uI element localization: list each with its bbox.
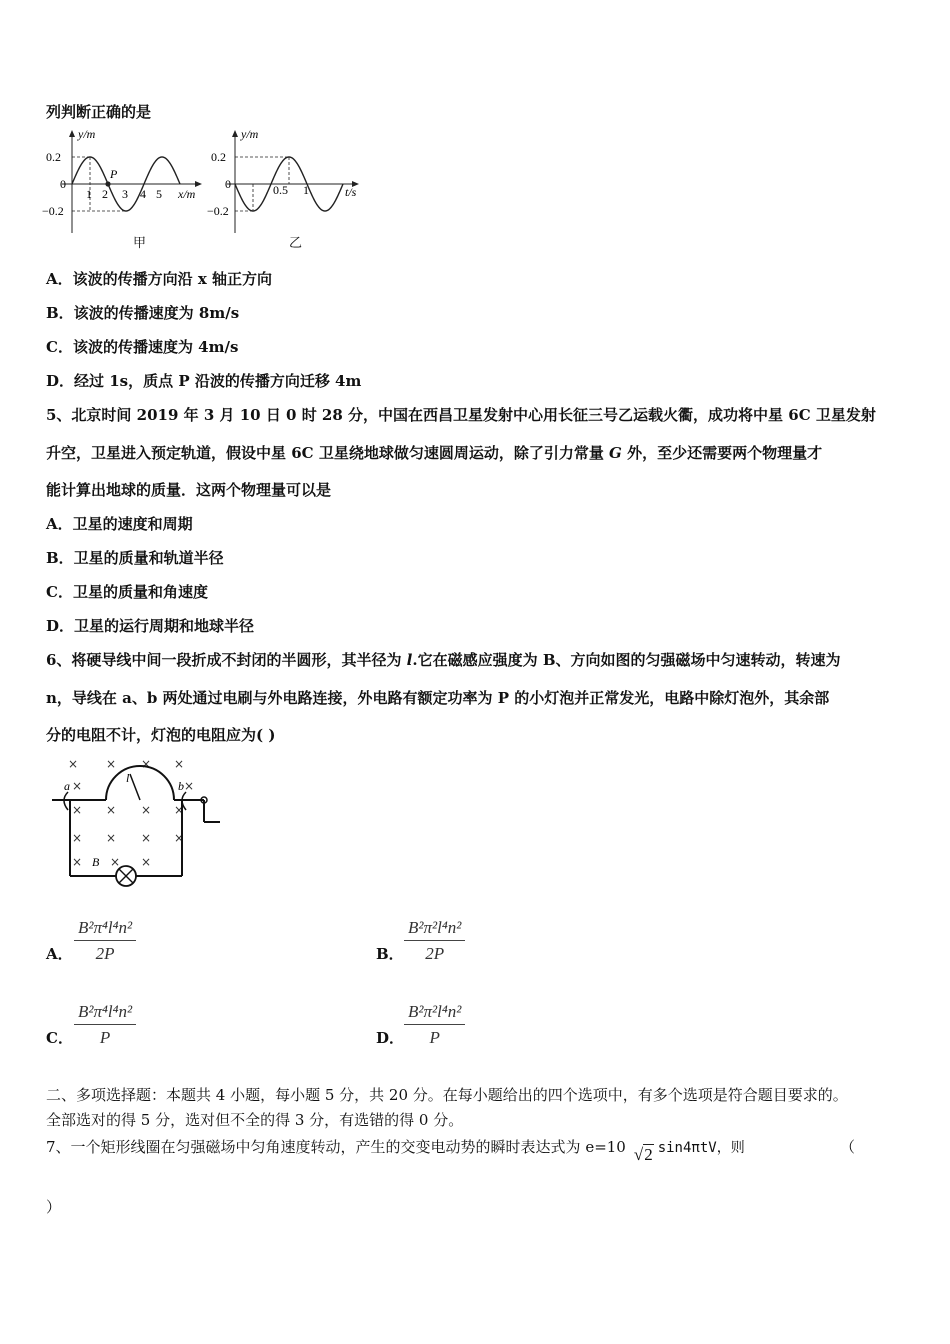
jia-tick-y-min: −0.2	[42, 204, 64, 218]
q5-line1: 5、北京时间 2019 年 3 月 10 日 0 时 28 分，中国在西昌卫星发射中心用长征三号乙运载火衢，成功将中星 6C 卫星发射	[46, 406, 876, 424]
q4-option-b: B．该波的传播速度为 8m/s	[46, 304, 240, 322]
jia-y-label: y/m	[78, 128, 96, 141]
section2-line1: 二、多项选择题：本题共 4 小题，每小题 5 分，共 20 分。在每小题给出的四个选项中，有多个选项是符合题目要求的。	[46, 1086, 848, 1104]
caption-jia: 甲	[133, 236, 147, 251]
svg-text:×: ×	[174, 803, 185, 817]
q5-option-b: B．卫星的质量和轨道半径	[46, 549, 224, 567]
sqrt-symbol: √2	[633, 1145, 653, 1164]
q7-text: 7、一个矩形线圈在匀强磁场中匀角速度转动，产生的交变电动势的瞬时表达式为 e=10 √2 sin4πtV，则	[46, 1138, 745, 1164]
jia-tick-y-zero: 0	[60, 177, 66, 191]
graph-yi	[205, 128, 375, 248]
label-l: l	[126, 771, 130, 785]
q5-option-a: A．卫星的速度和周期	[46, 515, 193, 533]
q6-line3: 分的电阻不计，灯泡的电阻应为( )	[46, 726, 276, 744]
q5-line2: 升空，卫星进入预定轨道，假设中星 6C 卫星绕地球做匀速圆周运动，除了引力常量 G 外，至少还需要两个物理量才	[46, 444, 823, 462]
yi-tick-x-05: 0.5	[273, 183, 288, 197]
q6-option-b-fraction: $\frac{\text{B²π²l⁴n²}}{2P}$	[404, 918, 465, 964]
svg-text:×: ×	[106, 757, 117, 771]
q4-option-a: A．该波的传播方向沿 x 轴正方向	[46, 270, 273, 288]
caption-yi: 乙	[289, 236, 303, 251]
jia-tick-y-max: 0.2	[46, 150, 61, 164]
svg-text:×: ×	[72, 803, 83, 817]
yi-tick-x-1: 1	[303, 183, 309, 197]
yi-y-label: y/m	[241, 128, 259, 141]
yi-tick-y-max: 0.2	[211, 150, 226, 164]
q5-option-d: D．卫星的运行周期和地球半径	[46, 617, 255, 635]
graph-jia	[40, 128, 210, 248]
q6-option-c-label: C．	[46, 1029, 73, 1047]
jia-tick-x-2: 2	[102, 187, 108, 201]
svg-text:×: ×	[141, 757, 152, 771]
section2-heading	[46, 1083, 916, 1133]
magnetic-field-figure	[46, 752, 236, 892]
q6-option-c-fraction: $\frac{\text{B²π⁴l⁴n²}}{P}$	[74, 1002, 136, 1048]
q7-paren-open: （	[840, 1138, 856, 1156]
q6-option-a-fraction: $\frac{\text{B²π⁴l⁴n²}}{2P}$	[74, 918, 136, 964]
label-a: a	[64, 779, 70, 793]
svg-text:×: ×	[141, 855, 152, 869]
svg-text:×: ×	[141, 831, 152, 845]
section2-line2: 全部选对的得 5 分，选对但不全的得 3 分，有选错的得 0 分。	[46, 1111, 464, 1129]
label-B: B	[92, 855, 100, 869]
symbol-G: G	[609, 444, 622, 462]
svg-text:×: ×	[68, 757, 79, 771]
point-p-label: P	[110, 167, 118, 181]
q4-stem-tail: 列判断正确的是	[46, 103, 152, 121]
svg-text:×: ×	[110, 855, 121, 869]
q6-line2: n，导线在 a、b 两处通过电刷与外电路连接，外电路有额定功率为 P 的小灯泡并正常发光，电路中除灯泡外，其余部	[46, 689, 830, 707]
jia-tick-x-5: 5	[156, 187, 162, 201]
q6-option-b-label: B．	[376, 945, 404, 963]
q6-line1: 6、将硬导线中间一段折成不封闭的半圆形，其半径为 l.它在磁感应强度为 B、方向如图的匀强磁场中匀速转动，转速为	[46, 651, 841, 669]
jia-tick-x-3: 3	[122, 187, 128, 201]
symbol-l: l	[406, 651, 413, 669]
q6-option-d-label: D．	[376, 1029, 405, 1047]
q4-option-c: C．该波的传播速度为 4m/s	[46, 338, 239, 356]
q6-option-d-fraction: $\frac{\text{B²π²l⁴n²}}{P}$	[404, 1002, 465, 1048]
svg-text:×: ×	[106, 831, 117, 845]
svg-text:×: ×	[106, 803, 117, 817]
q4-option-d: D．经过 1s，质点 P 沿波的传播方向迁移 4m	[46, 372, 362, 390]
svg-text:×: ×	[174, 757, 185, 771]
yi-tick-y-min: −0.2	[207, 204, 229, 218]
svg-text:×: ×	[72, 831, 83, 845]
svg-text:×: ×	[174, 831, 185, 845]
yi-tick-y-zero: 0	[225, 177, 231, 191]
jia-x-label: x/m	[178, 187, 196, 201]
yi-x-label: t/s	[345, 185, 357, 199]
svg-text:×: ×	[72, 779, 83, 793]
q5-line3: 能计算出地球的质量．这两个物理量可以是	[46, 481, 332, 499]
svg-text:×: ×	[72, 855, 83, 869]
q6-option-a-label: A．	[46, 945, 73, 963]
svg-text:×: ×	[141, 803, 152, 817]
point-p-dot	[105, 181, 110, 186]
svg-text:×: ×	[184, 779, 195, 793]
jia-tick-x-4: 4	[140, 187, 146, 201]
label-b: b	[178, 779, 184, 793]
q5-option-c: C．卫星的质量和角速度	[46, 583, 208, 601]
jia-tick-x-1: 1	[86, 187, 92, 201]
q7-paren-close: ）	[46, 1198, 62, 1216]
